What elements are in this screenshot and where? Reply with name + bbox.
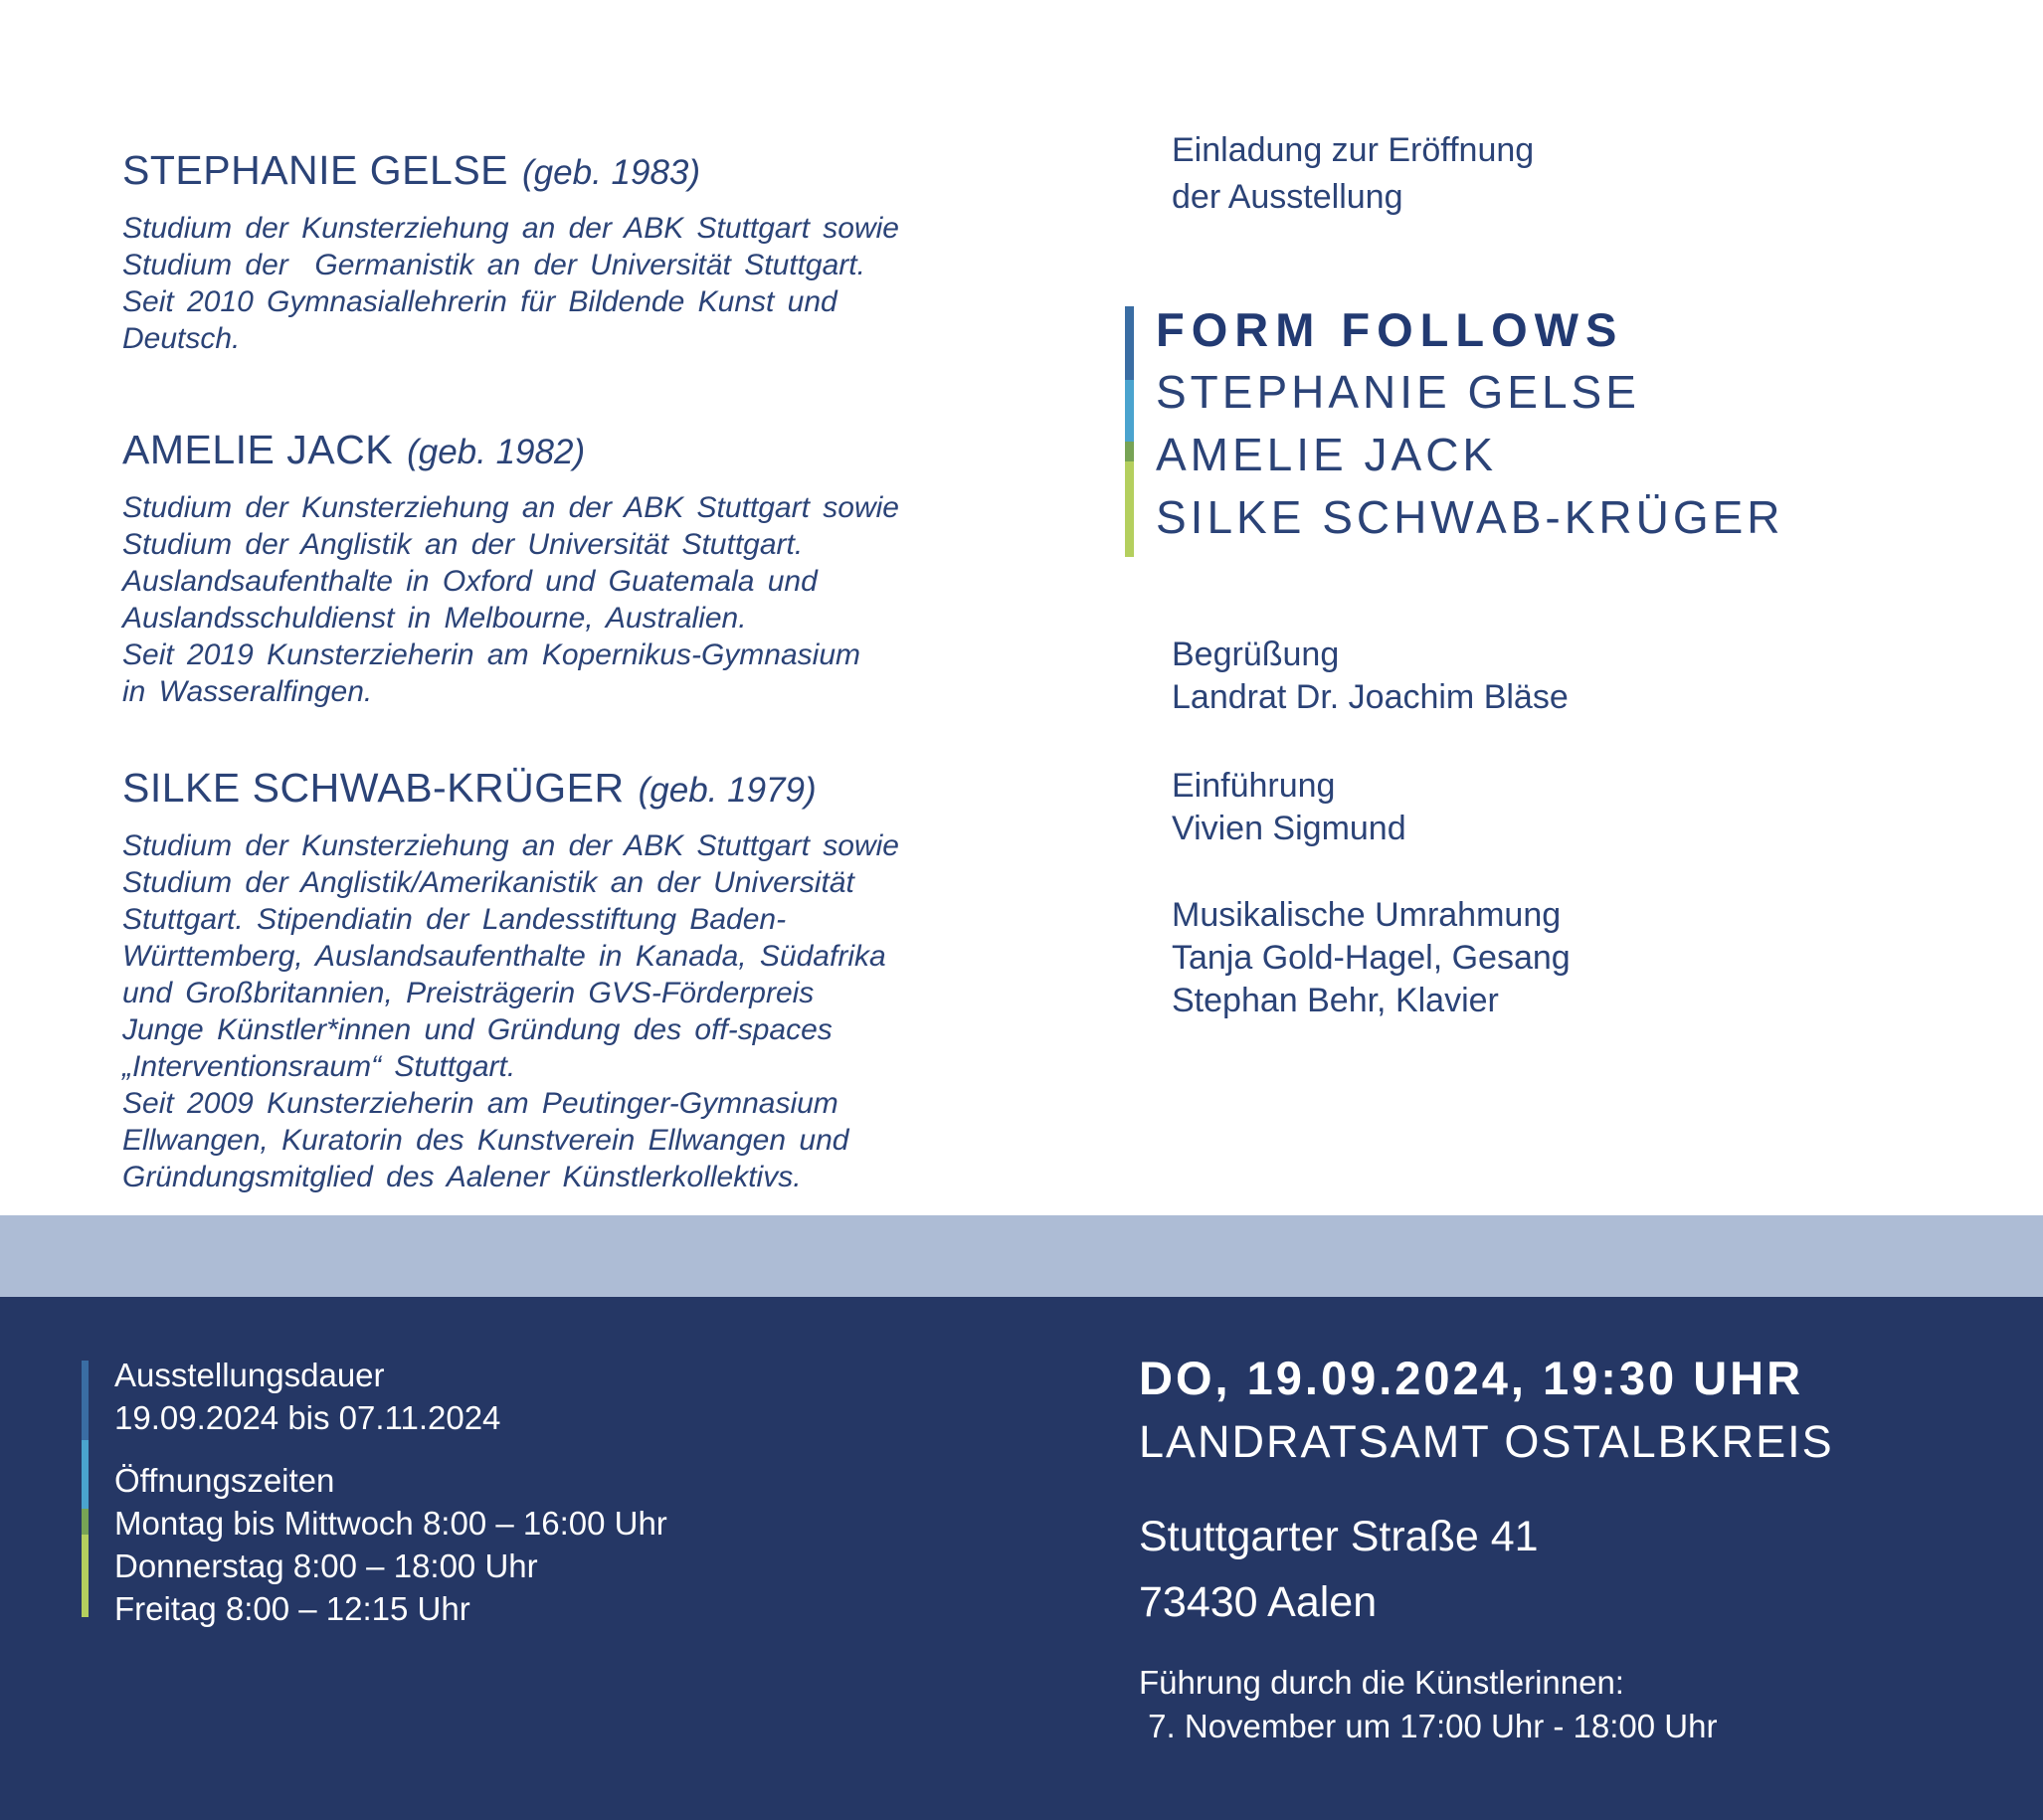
- artist-name-line: AMELIE JACK: [1156, 429, 1498, 480]
- bio-header: [122, 761, 899, 824]
- invitation-intro: [1172, 127, 1534, 221]
- footer-accent-bar: [82, 1361, 89, 1617]
- accent-bar-segment-blue: [1125, 306, 1134, 380]
- bio-line: Junge Künstler*innen und Gründung des off-spaces: [122, 1013, 833, 1046]
- hours-line: Freitag 8:00 – 12:15 Uhr: [114, 1590, 470, 1627]
- hours-label: Öffnungszeiten: [114, 1462, 335, 1499]
- bio-line: Studium der Kunsterziehung an der ABK Stuttgart sowie: [122, 829, 899, 862]
- artist-name-line: SILKE SCHWAB-KRÜGER: [1156, 491, 1784, 543]
- bio-line: Stuttgart. Stipendiatin der Landesstiftung Baden-: [122, 903, 787, 936]
- program-role: Musikalische Umrahmung: [1172, 896, 1562, 934]
- bio-line: Studium der Anglistik/Amerikanistik an der Universität: [122, 866, 854, 899]
- program-introduction: [1172, 765, 1406, 850]
- tour-line: 7. November um 17:00 Uhr - 18:00 Uhr: [1139, 1708, 1718, 1744]
- artist-name: SILKE SCHWAB-KRÜGER: [122, 765, 625, 811]
- duration-value: 19.09.2024 bis 07.11.2024: [114, 1399, 501, 1436]
- bio-line: und Großbritannien, Preisträgerin GVS-Förderpreis: [122, 977, 815, 1009]
- bio-silke-schwab-krueger: [122, 761, 899, 1195]
- opening-hours: [114, 1459, 667, 1630]
- bio-line: Studium der Kunsterziehung an der ABK Stuttgart sowie: [122, 491, 899, 524]
- exhibition-title: FORM FOLLOWS: [1156, 303, 1624, 356]
- accent-bar-segment-lime: [82, 1535, 89, 1617]
- exhibition-duration: [114, 1354, 500, 1439]
- program-person: Vivien Sigmund: [1172, 810, 1406, 847]
- intro-line: der Ausstellung: [1172, 178, 1403, 216]
- accent-bar-segment-green: [1125, 442, 1134, 461]
- accent-bar-segment-blue: [82, 1361, 89, 1440]
- hours-line: Montag bis Mittwoch 8:00 – 16:00 Uhr: [114, 1505, 667, 1542]
- bio-line: Auslandsaufenthalte in Oxford und Guatemala und: [122, 565, 818, 598]
- bio-line: Seit 2010 Gymnasiallehrerin für Bildende Kunst und: [122, 285, 837, 318]
- bio-text: [122, 210, 899, 357]
- bio-line: Seit 2009 Kunsterzieherin am Peutinger-Gymnasium: [122, 1087, 838, 1120]
- bio-line: Studium der Kunsterziehung an der ABK Stuttgart sowie: [122, 212, 899, 245]
- bio-header: [122, 143, 899, 207]
- bio-text: [122, 827, 899, 1195]
- accent-bar-segment-green: [82, 1509, 89, 1535]
- event-address: [1139, 1504, 1539, 1635]
- bio-line: Württemberg, Auslandsaufenthalte in Kanada, Südafrika: [122, 940, 886, 973]
- program-person: Landrat Dr. Joachim Bläse: [1172, 678, 1569, 716]
- artist-birth-year: (geb. 1979): [638, 771, 817, 810]
- bio-line: Deutsch.: [122, 322, 241, 355]
- program-person: Tanja Gold-Hagel, Gesang: [1172, 939, 1571, 977]
- program-role: Begrüßung: [1172, 636, 1340, 673]
- exhibition-title-block: [1125, 298, 1784, 549]
- address-line: Stuttgarter Straße 41: [1139, 1513, 1539, 1560]
- bio-line: Gründungsmitglied des Aalener Künstlerkollektivs.: [122, 1161, 802, 1193]
- accent-bar: [1125, 306, 1134, 557]
- bio-line: Studium der Germanistik an der Universität Stuttgart.: [122, 249, 865, 281]
- bio-line: „Interventionsraum“ Stuttgart.: [122, 1050, 516, 1083]
- artist-name-line: STEPHANIE GELSE: [1156, 366, 1640, 418]
- program-greeting: [1172, 634, 1569, 719]
- bio-line: Studium der Anglistik an der Universität Stuttgart.: [122, 528, 804, 561]
- tour-line: Führung durch die Künstlerinnen:: [1139, 1664, 1624, 1701]
- accent-bar-segment-sky: [82, 1440, 89, 1509]
- accent-bar-segment-lime: [1125, 461, 1134, 557]
- artist-name: STEPHANIE GELSE: [122, 147, 509, 193]
- bio-header: [122, 423, 899, 486]
- bio-line: Seit 2019 Kunsterzieherin am Kopernikus-Gymnasium: [122, 638, 861, 671]
- program-person: Stephan Behr, Klavier: [1172, 982, 1499, 1019]
- artist-birth-year: (geb. 1983): [522, 153, 701, 192]
- guided-tour-info: [1139, 1661, 1717, 1748]
- bio-text: [122, 489, 899, 710]
- intro-line: Einladung zur Eröffnung: [1172, 131, 1535, 169]
- bio-amelie-jack: [122, 423, 899, 710]
- event-datetime: DO, 19.09.2024, 19:30 UHR: [1139, 1352, 1804, 1404]
- program-role: Einführung: [1172, 767, 1336, 805]
- artist-birth-year: (geb. 1982): [407, 433, 586, 471]
- artist-name: AMELIE JACK: [122, 427, 394, 472]
- bio-stephanie-gelse: [122, 143, 899, 357]
- duration-label: Ausstellungsdauer: [114, 1357, 385, 1393]
- event-location: LANDRATSAMT OSTALBKREIS: [1139, 1416, 1834, 1467]
- title-lines: [1156, 298, 1784, 549]
- accent-bar-segment-sky: [1125, 380, 1134, 442]
- divider-band: [0, 1215, 2043, 1297]
- bio-line: in Wasseralfingen.: [122, 675, 373, 708]
- bio-line: Ellwangen, Kuratorin des Kunstverein Ellwangen und: [122, 1124, 849, 1157]
- address-line: 73430 Aalen: [1139, 1578, 1378, 1626]
- program-music: [1172, 894, 1571, 1022]
- bio-line: Auslandsschuldienst in Melbourne, Australien.: [122, 602, 747, 635]
- hours-line: Donnerstag 8:00 – 18:00 Uhr: [114, 1547, 538, 1584]
